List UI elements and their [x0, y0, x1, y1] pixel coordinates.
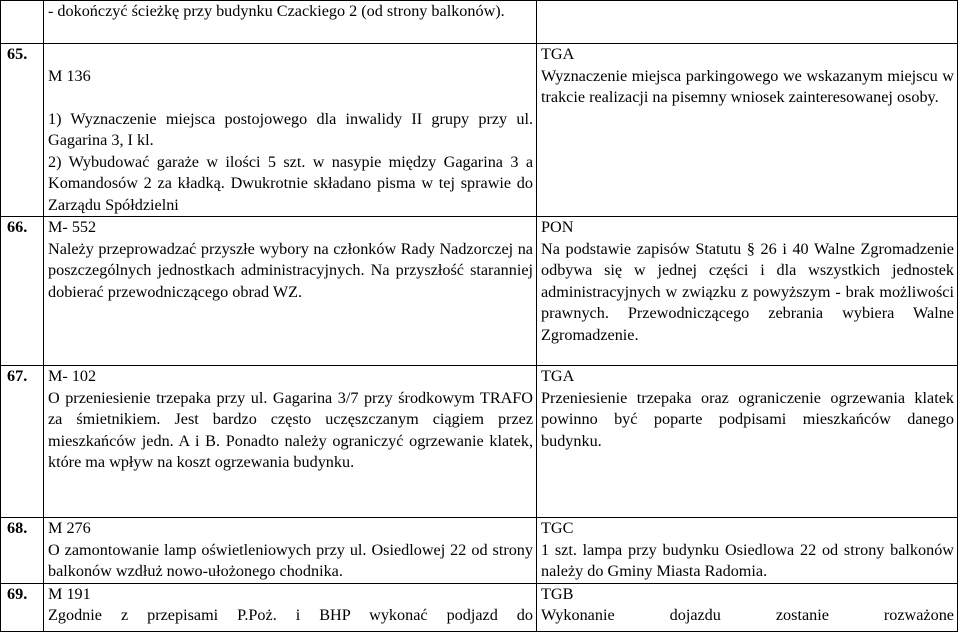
- request-text: - dokończyć ścieżkę przy budynku Czackiego 2 (od strony balkonów).: [48, 2, 505, 20]
- response-text: Wykonanie dojazdu zostanie rozważone: [541, 606, 954, 624]
- response-code: TGA: [541, 367, 575, 385]
- response-code: TGB: [541, 584, 574, 603]
- response-cell: [537, 1, 958, 44]
- request-cell: [44, 583, 537, 631]
- request-text: O zamontowanie lamp oświetleniowych przy ul. Osiedlowej 22 od strony balkonów wzdłuż nowo-ułożonego chodnika.: [48, 540, 533, 580]
- request-text: Zgodnie z przepisami P.Poż. i BHP wykonać podjazd do: [48, 606, 533, 624]
- request-code: M- 552: [48, 218, 97, 236]
- request-code: M 136: [48, 66, 91, 85]
- table-row: [1, 583, 958, 631]
- request-cell: [44, 217, 537, 366]
- request-code: M 191: [48, 584, 91, 603]
- table-row: [1, 44, 958, 217]
- table-row: [1, 1, 958, 44]
- response-cell: [537, 366, 958, 518]
- request-text: Należy przeprowadzać przyszłe wybory na członków Rady Nadzorczej na poszczególnych jednostkach administracyjnych. Na przyszłość staranniej dobierać przewodniczącego obrad WZ.: [48, 239, 533, 301]
- request-text: O przeniesienie trzepaka przy ul. Gagarina 3/7 przy środkowym TRAFO za śmietnikiem. Jest bardzo często uczęszczanym ciągiem przez mieszkańców jedn. A i B. Ponadto należy ograniczyć ogrzewanie klatek, które ma wpływ na koszt ogrzewania budynku.: [48, 388, 533, 471]
- row-number: [1, 1, 44, 44]
- table-row: [1, 217, 958, 366]
- row-number: 67.: [1, 366, 44, 518]
- row-number: 68.: [1, 518, 44, 584]
- request-cell: [44, 518, 537, 584]
- row-number: 65.: [1, 44, 44, 217]
- request-cell: [44, 1, 537, 44]
- response-cell: [537, 583, 958, 631]
- response-code: PON: [541, 218, 574, 236]
- table-row: [1, 366, 958, 518]
- response-text: Przeniesienie trzepaka oraz ograniczenie ogrzewania klatek powinno być poparte podpisami mieszkańców danego budynku.: [541, 388, 954, 450]
- row-number: 66.: [1, 217, 44, 366]
- request-code: M- 102: [48, 367, 97, 385]
- response-text: Na podstawie zapisów Statutu § 26 i 40 Walne Zgromadzenie odbywa się w jednej części i dla wszystkich jednostek administracyjnych w związku z powyższym - brak możliwości prawnych. Przewodniczącego zebrania wybiera Walne Zgromadzenie.: [541, 239, 954, 344]
- response-text: Wyznaczenie miejsca parkingowego we wskazanym miejscu w trakcie realizacji na pisemny wniosek zainteresowanej osoby.: [541, 66, 954, 106]
- row-number: 69.: [1, 583, 44, 631]
- response-cell: [537, 44, 958, 217]
- request-cell: [44, 44, 537, 217]
- request-cell: [44, 366, 537, 518]
- response-code: TGC: [541, 519, 574, 537]
- response-text: 1 szt. lampa przy budynku Osiedlowa 22 od strony balkonów należy do Gminy Miasta Radomia.: [541, 540, 954, 580]
- table-row: [1, 518, 958, 584]
- response-cell: [537, 217, 958, 366]
- response-code: TGA: [541, 45, 575, 63]
- response-cell: [537, 518, 958, 584]
- request-code: M 276: [48, 519, 91, 537]
- request-text: 1) Wyznaczenie miejsca postojowego dla inwalidy II grupy przy ul. Gagarina 3, I kl. 2) Wybudować garaże w ilości 5 szt. w nasypie między Gagarina 3 a Komandosów 2 za kładką. Dwukrotnie składano pisma w tej sprawie do Zarządu Spółdzielni: [48, 109, 533, 214]
